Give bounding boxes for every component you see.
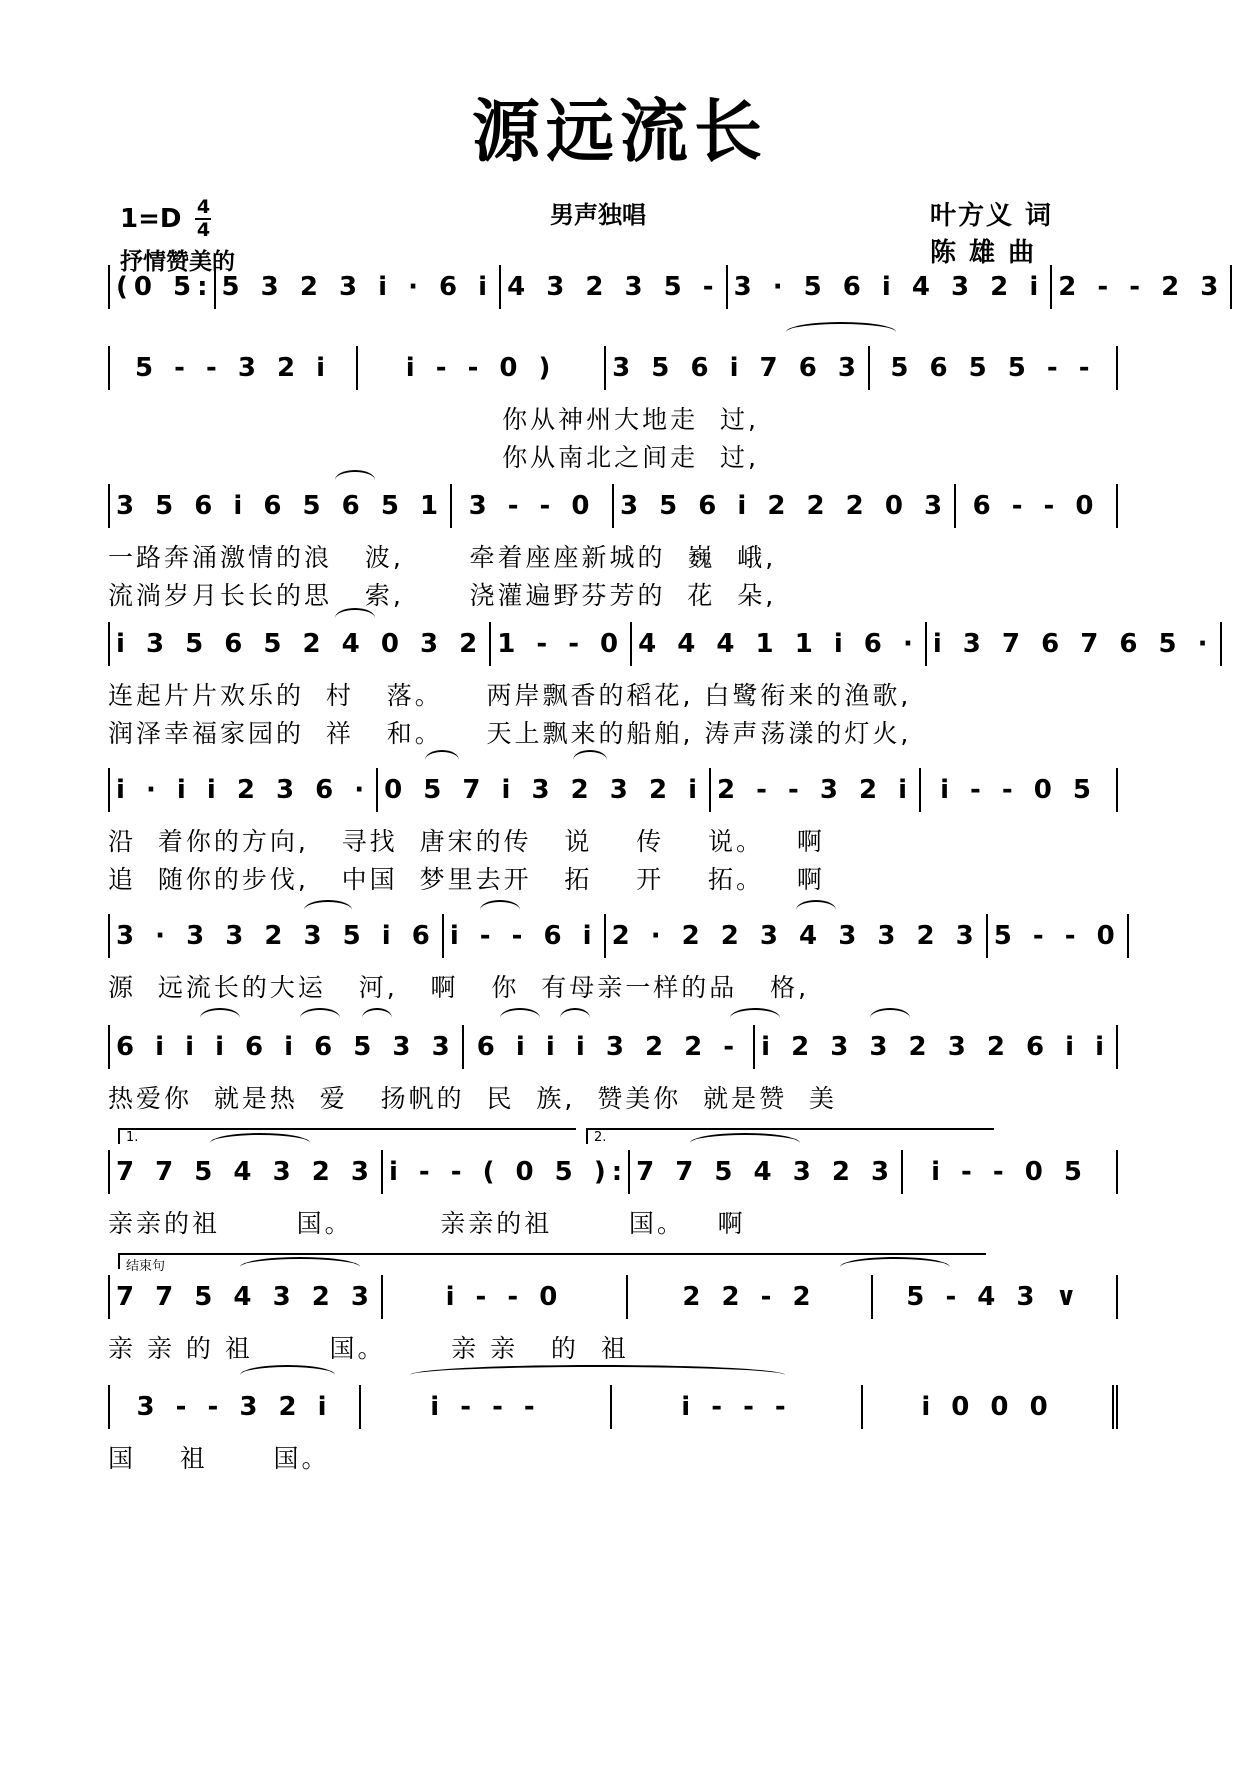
measure-notes: i - - 0 ) xyxy=(405,353,557,383)
slur-mark xyxy=(410,1365,785,1385)
measure-notes: 5 - - 0 xyxy=(993,921,1121,951)
measure xyxy=(606,346,870,390)
measure-notes: 3 - - 0 xyxy=(468,491,596,521)
measure-notes: 5 3 2 3 i · 6 i xyxy=(221,272,494,302)
note-row xyxy=(108,346,1118,390)
measure-notes: i - - - xyxy=(681,1392,792,1422)
measure xyxy=(108,346,358,390)
measure-notes: i 3 7 6 7 6 5 · xyxy=(932,629,1214,659)
measure-notes: 6 - - 0 xyxy=(972,491,1100,521)
repeat-sign: : xyxy=(611,1157,623,1187)
measure xyxy=(988,914,1129,958)
lyric-line: 亲亲的祖 国。 亲亲的祖 国。 啊 xyxy=(108,1209,746,1238)
measure xyxy=(711,768,921,812)
measure-notes: 2 - - 3 2 i xyxy=(717,775,914,805)
measure-notes: i - - 0 5 xyxy=(940,775,1097,805)
measure xyxy=(464,1025,755,1069)
note-row xyxy=(108,1385,1118,1429)
measure xyxy=(630,1150,903,1194)
ending-label: 结束句 xyxy=(118,1253,986,1269)
measure xyxy=(606,914,988,958)
note-row xyxy=(108,1025,1118,1069)
volta-first-ending: 1. xyxy=(118,1128,576,1144)
note-row xyxy=(108,484,1118,528)
measure-notes: 2 · 2 2 3 4 3 3 2 3 xyxy=(611,921,980,951)
score-system xyxy=(108,346,1118,472)
slur-mark xyxy=(730,1008,780,1028)
measure xyxy=(501,265,728,309)
measure-notes: 5 6 5 5 - - xyxy=(890,353,1096,383)
score-system xyxy=(108,484,1118,610)
score-system xyxy=(108,622,1214,748)
measure-notes: 4 4 4 1 1 i 6 · xyxy=(638,629,919,659)
measure xyxy=(358,346,606,390)
lyric-line: 润泽幸福家园的 祥 和。 天上飘来的船舶, 涛声荡漾的灯火, xyxy=(108,719,912,748)
measure-notes: i - - - xyxy=(430,1392,541,1422)
lyric-line: 连起片片欢乐的 村 落。 两岸飘香的稻花, 白鹭衔来的渔歌, xyxy=(108,681,912,710)
measure xyxy=(216,265,502,309)
key-signature xyxy=(120,198,211,240)
measure-notes: 7 7 5 4 3 2 3 xyxy=(116,1282,375,1312)
score-system xyxy=(108,1130,1118,1270)
measure xyxy=(873,1275,1118,1319)
slur-mark xyxy=(786,322,896,342)
measure xyxy=(921,768,1118,812)
measure-notes: (0 5 xyxy=(116,272,198,302)
measure-notes: 6 i i i 6 i 6 5 3 3 xyxy=(116,1032,456,1062)
tempo-marking: 抒情赞美的 xyxy=(120,249,235,275)
measure xyxy=(108,914,444,958)
measure xyxy=(632,622,927,666)
slur-mark xyxy=(573,750,607,770)
lyric-line: 流淌岁月长长的思 索, 浇灌遍野芬芳的 花 朵, xyxy=(108,581,777,610)
measure xyxy=(491,622,632,666)
slur-mark xyxy=(335,470,375,490)
measure-notes: 2 - - 2 3 xyxy=(1058,272,1225,302)
measure xyxy=(108,1275,383,1319)
measure xyxy=(383,1150,630,1194)
measure-notes: 4 3 2 3 5 - xyxy=(507,272,720,302)
measure xyxy=(728,265,1053,309)
measure-notes: 3 · 3 3 2 3 5 i 6 xyxy=(116,921,436,951)
measure-notes: i - - 0 5 xyxy=(931,1157,1088,1187)
slur-mark xyxy=(240,1257,360,1277)
slur-mark xyxy=(480,900,520,920)
measure xyxy=(108,484,452,528)
repeat-sign: : xyxy=(197,272,208,302)
measure-notes: i - - ( 0 5 ) xyxy=(388,1157,612,1187)
slur-mark xyxy=(870,1008,910,1028)
slur-mark xyxy=(425,750,459,770)
measure xyxy=(444,914,606,958)
measure xyxy=(108,622,491,666)
key-label: 1=D xyxy=(120,204,182,234)
measure-notes: 3 · 5 6 i 4 3 2 i xyxy=(733,272,1045,302)
slur-mark xyxy=(304,900,352,920)
volta-second-ending: 2. xyxy=(586,1128,994,1144)
measure-notes: 3 - - 3 2 i xyxy=(136,1392,333,1422)
measure-notes: i · i i 2 3 6 · xyxy=(116,775,371,805)
note-row xyxy=(108,768,1118,812)
lyric-line: 沿 着你的方向, 寻找 唐宋的传 说 传 说。 啊 xyxy=(108,827,825,856)
note-row xyxy=(108,1150,1118,1194)
measure xyxy=(108,1025,464,1069)
measure xyxy=(614,484,956,528)
note-row xyxy=(108,914,1121,958)
score-system xyxy=(108,914,1121,1034)
measure xyxy=(870,346,1118,390)
lyric-line: 一路奔涌激情的浪 波, 牵着座座新城的 巍 峨, xyxy=(108,543,777,572)
measure-notes: i 2 3 3 2 3 2 6 i i xyxy=(761,1032,1110,1062)
note-row xyxy=(108,622,1214,666)
time-signature xyxy=(195,198,211,240)
measure-notes: 5 - 4 3 ∨ xyxy=(906,1282,1083,1312)
slur-mark xyxy=(500,1008,540,1028)
time-signature-bottom: 4 xyxy=(196,219,211,241)
slur-mark xyxy=(362,1008,392,1028)
lyric-line: 你从南北之间走 过, xyxy=(108,443,759,472)
measure xyxy=(863,1385,1118,1429)
measure-notes: 3 5 6 i 7 6 3 xyxy=(612,353,862,383)
measure xyxy=(108,1385,361,1429)
measure-notes: i - - 0 xyxy=(445,1282,564,1312)
measure xyxy=(927,622,1222,666)
slur-mark xyxy=(210,1133,310,1153)
measure-notes: 7 7 5 4 3 2 3 xyxy=(116,1157,375,1187)
slur-mark xyxy=(300,1008,340,1028)
slur-mark xyxy=(840,1257,950,1277)
song-title: 源远流长 xyxy=(471,93,768,172)
measure xyxy=(956,484,1118,528)
measure-notes: 0 5 7 i 3 2 3 2 i xyxy=(384,775,703,805)
lyric-line: 你从神州大地走 过, xyxy=(108,405,759,434)
measure-notes: 6 i i i 3 2 2 - xyxy=(476,1032,741,1062)
measure xyxy=(361,1385,612,1429)
measure xyxy=(378,768,711,812)
measure xyxy=(108,1150,383,1194)
composer-credit: 陈 雄 曲 xyxy=(930,238,1037,268)
lyric-line: 追 随你的步伐, 中国 梦里去开 拓 开 拓。 啊 xyxy=(108,865,825,894)
measure-notes: 2 2 - 2 xyxy=(682,1282,817,1312)
score-system xyxy=(108,768,1118,894)
measure-notes: 5 - - 3 2 i xyxy=(135,353,332,383)
measure-notes: 7 7 5 4 3 2 3 xyxy=(636,1157,896,1187)
performance-type: 男声独唱 xyxy=(550,201,646,229)
time-signature-top: 4 xyxy=(196,196,211,218)
slur-mark xyxy=(560,1008,590,1028)
measure-notes: 3 5 6 i 2 2 2 0 3 xyxy=(620,491,949,521)
measure-notes: i - - 6 i xyxy=(449,921,598,951)
lyric-line: 国 祖 国。 xyxy=(108,1444,330,1473)
measure xyxy=(108,265,216,309)
measure xyxy=(755,1025,1118,1069)
slur-mark xyxy=(200,1008,240,1028)
measure xyxy=(903,1150,1118,1194)
slur-mark xyxy=(240,1365,335,1385)
measure-notes: 3 5 6 i 6 5 6 5 1 xyxy=(116,491,445,521)
lyric-line: 热爱你 就是热 爱 扬帆的 民 族, 赞美你 就是赞 美 xyxy=(108,1084,838,1113)
lyricist-credit: 叶方义 词 xyxy=(930,201,1054,231)
slur-mark xyxy=(335,608,375,628)
lyric-line: 源 远流长的大运 河, 啊 你 有母亲一样的品 格, xyxy=(108,973,810,1002)
slur-mark xyxy=(796,900,836,920)
note-row xyxy=(108,1275,1118,1319)
score-system xyxy=(108,1025,1118,1145)
measure xyxy=(612,1385,863,1429)
measure xyxy=(383,1275,628,1319)
score-system xyxy=(108,1385,1118,1505)
slur-mark xyxy=(690,1133,800,1153)
measure xyxy=(452,484,614,528)
lyric-line: 亲 亲 的 祖 国。 亲 亲 的 祖 xyxy=(108,1334,629,1363)
measure xyxy=(108,768,378,812)
measure-notes: i 0 0 0 xyxy=(921,1392,1054,1422)
measure-notes: i 3 5 6 5 2 4 0 3 2 xyxy=(116,629,484,659)
note-row xyxy=(108,265,1225,309)
measure-notes: 1 - - 0 xyxy=(497,629,625,659)
measure xyxy=(1052,265,1232,309)
measure xyxy=(628,1275,873,1319)
